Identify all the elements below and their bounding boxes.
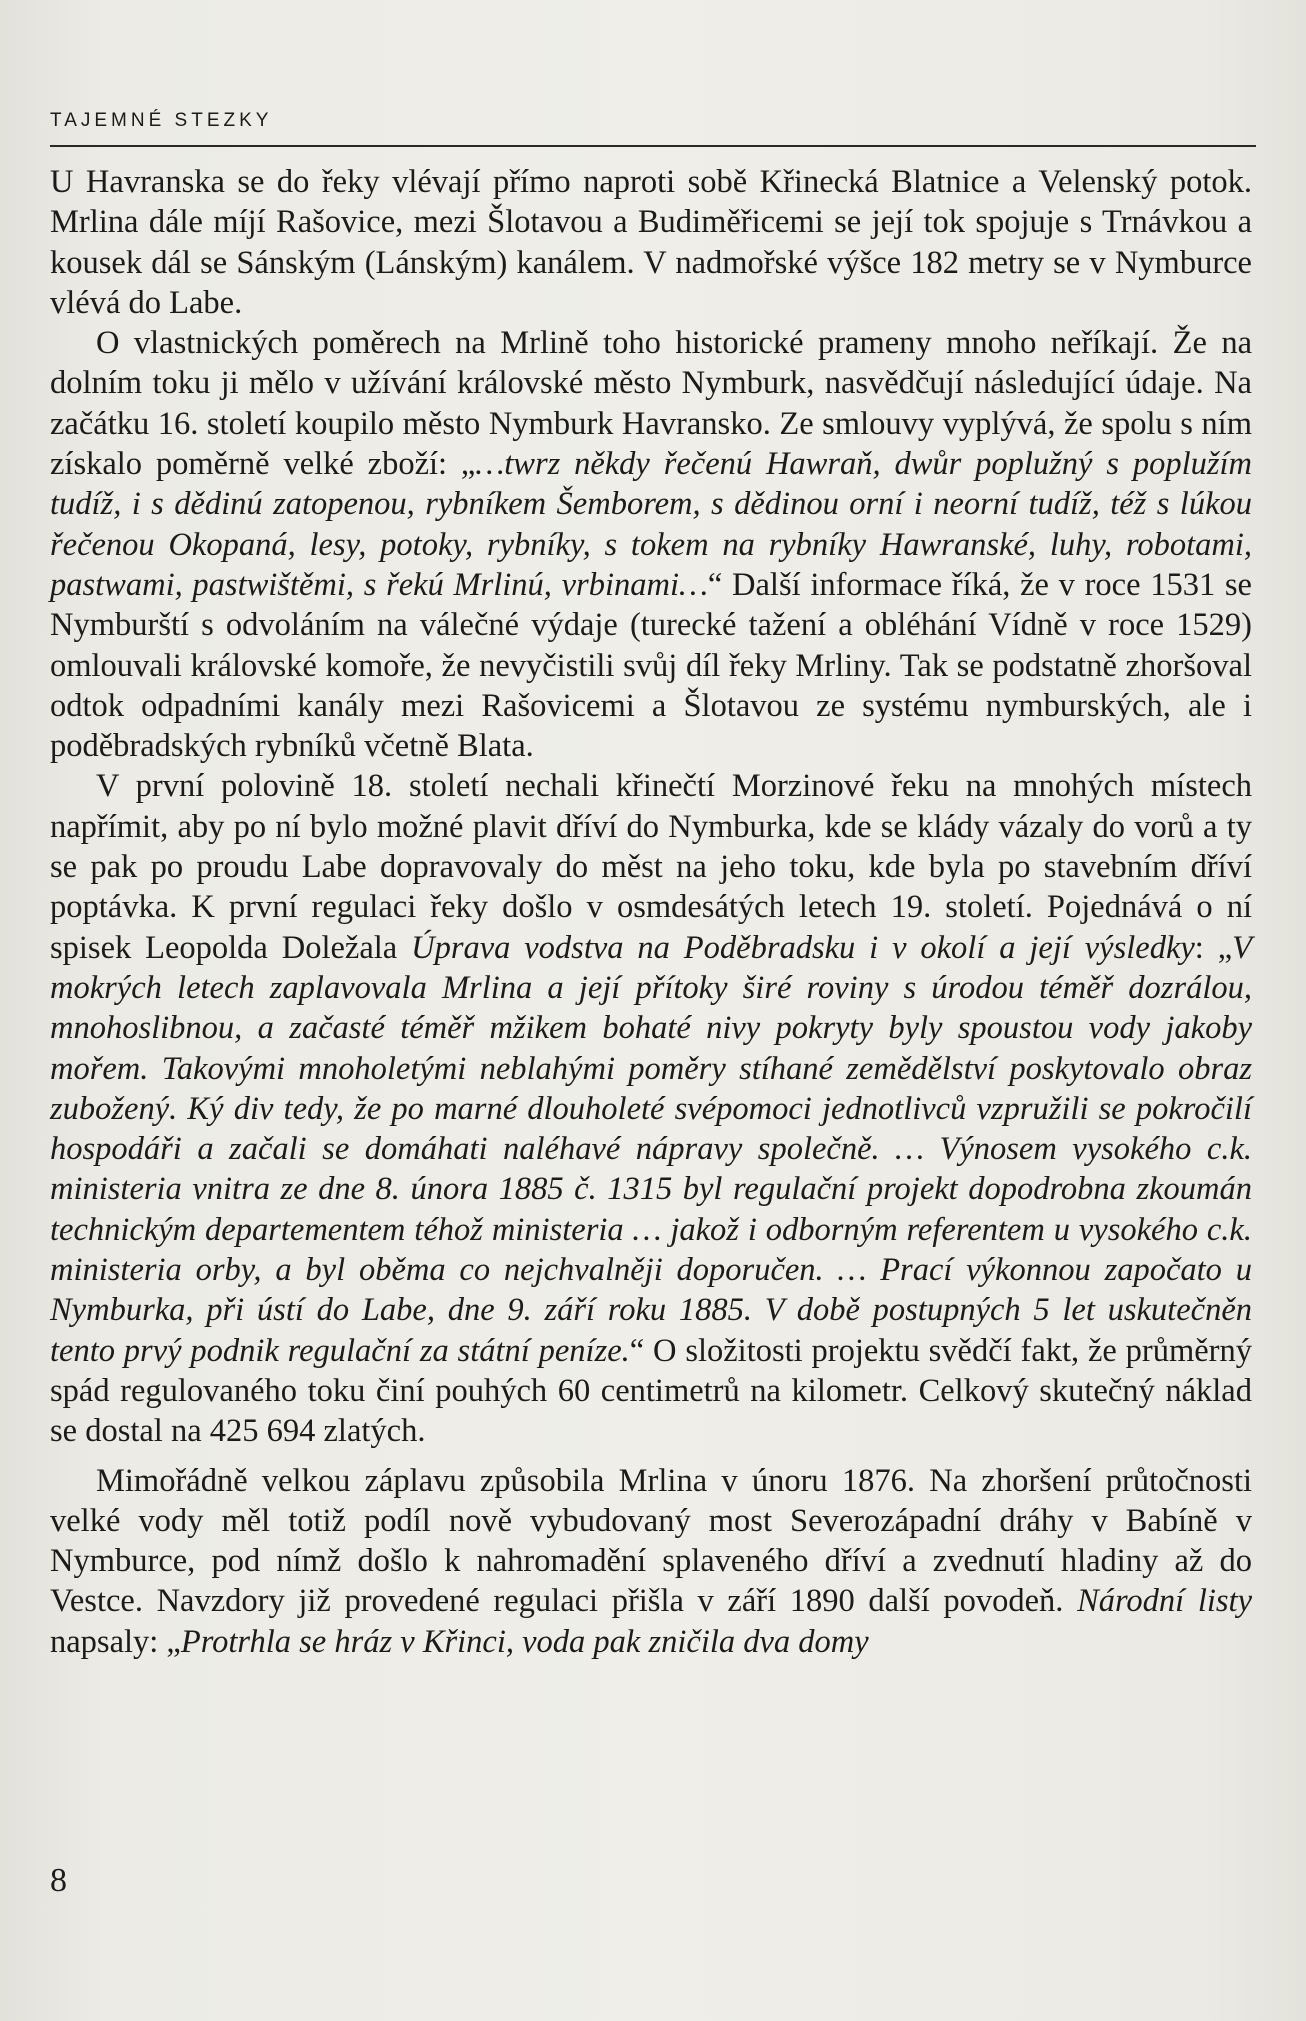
text-run: O vlastnických poměrech na Mrlině toho historické prameny mnoho neříkají. Že na dolním toku ji mělo v užívání královské město Nymburk, nasvědčují následující údaje. Na začátku 16. století koupilo město Nymburk Havransko. Ze smlouvy vyplývá, že spolu s ním získalo poměrně velké zboží: „ — [50, 325, 1252, 483]
quoted-text: Protrhla se hráz v Křinci, voda pak zničila dva domy — [180, 1623, 869, 1660]
text-run: napsaly: „ — [50, 1623, 181, 1660]
newspaper-title: Národní listy — [1077, 1583, 1252, 1620]
text-run: “ O složitosti projektu svědčí fakt, že průměrný spád regulovaného toku činí pouhých 60 centimetrů na kilometr. Celkový skutečný náklad se dostal na 425 694 zlatých. — [50, 1332, 1253, 1450]
quoted-text: V mokrých letech zaplavovala Mrlina a její přítoky širé roviny s úrodou téměř dozrálou, mnohoslibnou, a začasté téměř mžikem bohaté nivy pokryty byly spoustou vody jakoby mořem. Takovými mnoholetými neblahými poměry stíhané zemědělství poskytovalo obraz zubožený. Ký div tedy, že po marné dlouholeté svépomoci jednotlivců vzpružili se pokročilí hospodáři a začali se domáhati naléhavé nápravy společně. … Výnosem vysokého c.k. ministeria vnitra ze dne 8. února 1885 č. 1315 byl regulační projekt dopodrobna zkoumán technickým departementem téhož ministeria … jakož i odborným referentem u vysokého c.k. ministeria orby, a byl oběma co nejchvalněji doporučen. … Prací výkonnou započato u Nymburka, při ústí do Labe, dne 9. září roku 1885. V době postupných 5 let uskutečněn tento prvý podnik regulační za státní peníze. — [50, 929, 1252, 1369]
text-run: : „ — [1194, 929, 1233, 966]
book-title: Úprava vodstva na Poděbradsku i v okolí a její výsledky — [411, 929, 1195, 966]
header-rule — [50, 145, 1256, 147]
quoted-text: …twrz někdy řečenú Hawraň, dwůr poplužný s poplužím tudíž, i s dědinú zatopenou, rybníkem Šemborem, s dědinou orní i neorní tudíž, též s lúkou řečenou Okopaná, lesy, potoky, rybníky, s tokem na rybníky Hawranské, luhy, robotami, pastwami, pastwištěmi, s řekú Mrlinú, vrbinami… — [50, 446, 1252, 603]
paragraph — [50, 162, 1252, 323]
text-run: V první polovině 18. století nechali křinečtí Morzinové řeku na mnohých místech napřímit, aby po ní bylo možné plavit dříví do Nymburka, kde se klády vázaly do vorů a ty se pak po proudu Labe dopravovaly do měst na jeho toku, kde byla po stavebním dříví poptávka. K první regulaci řeky došlo v osmdesátých letech 19. století. Pojednává o ní spisek Leopolda Doležala — [50, 768, 1252, 966]
paragraph — [50, 766, 1252, 1451]
running-head: TAJEMNÉ STEZKY — [50, 110, 273, 131]
text-run: Mimořádně velkou záplavu způsobila Mrlina v únoru 1876. Na zhoršení průtočnosti velké vody měl totiž podíl nově vybudovaný most Severozápadní dráhy v Babíně v Nymburce, pod nímž došlo k nahromadění splaveného dříví a zvednutí hladiny až do Vestce. Navzdory již provedené regulaci přišla v září 1890 další povodeň. — [50, 1462, 1252, 1620]
text-run: U Havranska se do řeky vlévají přímo naproti sobě Křinecká Blatnice a Velenský potok. Mrlina dále míjí Rašovice, mezi Šlotavou a Budiměřicemi se její tok spojuje s Trnávkou a kousek dál se Sánským (Lánským) kanálem. V nadmořské výšce 182 metry se v Nymburce vlévá do Labe. — [50, 164, 1252, 321]
text-run: “ Další informace říká, že v roce 1531 se Nymburští s odvoláním na válečné výdaje (turecké tažení a obléhání Vídně v roce 1529) omlouvali královské komoře, že nevyčistili svůj díl řeky Mrliny. Tak se podstatně zhoršoval odtok odpadními kanály mezi Rašovicemi a Šlotavou ze systému nymburských, ale i poděbradských rybníků včetně Blata. — [50, 566, 1252, 765]
paragraph — [50, 1461, 1252, 1662]
body-text — [50, 162, 1252, 1662]
page-number: 8 — [50, 1862, 67, 1899]
paragraph — [50, 323, 1252, 766]
